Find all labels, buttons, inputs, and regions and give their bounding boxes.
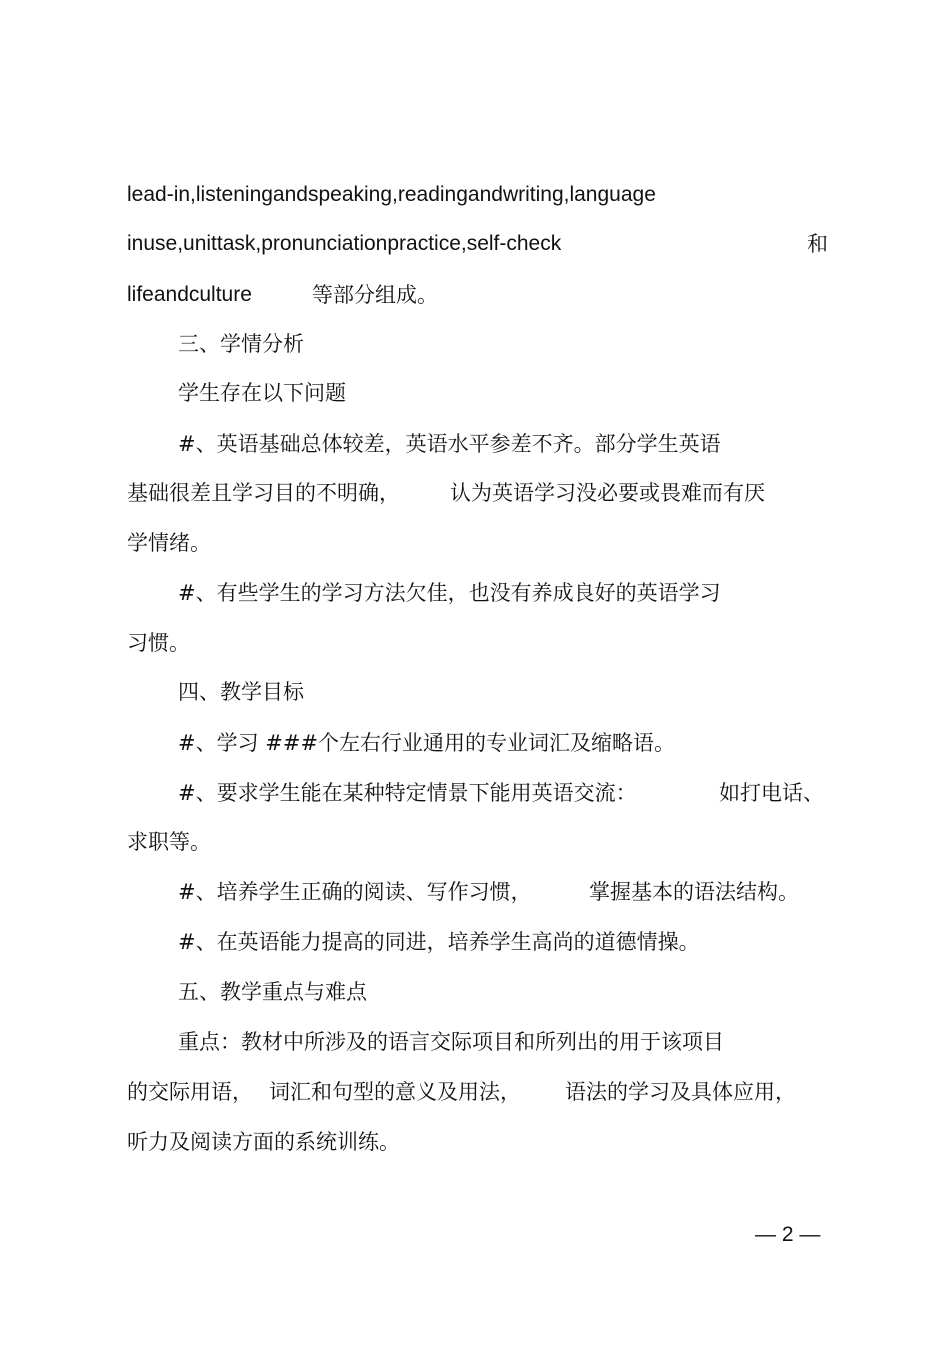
section-heading: 五、教学重点与难点 xyxy=(178,980,367,1004)
section-heading: 四、教学目标 xyxy=(178,680,304,704)
text-fragment: 等部分组成。 xyxy=(312,283,438,307)
paragraph-line: 基础很差且学习目的不明确， xyxy=(127,481,400,505)
paragraph-line: #、要求学生能在某种特定情景下能用英语交流： xyxy=(178,781,637,805)
paragraph-line: #、有些学生的学习方法欠佳，也没有养成良好的英语学习 xyxy=(178,581,721,605)
paragraph-line: #、学习 ###个左右行业通用的专业词汇及缩略语。 xyxy=(178,731,676,755)
paragraph-line: 习惯。 xyxy=(127,631,190,655)
text-fragment: 和 xyxy=(807,232,828,256)
paragraph-line: #、在英语能力提高的同进，培养学生高尚的道德情操。 xyxy=(178,930,700,954)
text-fragment: 语法的学习及具体应用， xyxy=(565,1080,796,1104)
paragraph-line: 重点：教材中所涉及的语言交际项目和所列出的用于该项目 xyxy=(178,1030,724,1054)
paragraph-line: 听力及阅读方面的系统训练。 xyxy=(127,1130,400,1154)
text-fragment: 如打电话、 xyxy=(719,781,824,805)
text-line: lifeandculture xyxy=(127,283,252,306)
section-heading: 三、学情分析 xyxy=(178,332,304,356)
text-fragment: 掌握基本的语法结构。 xyxy=(589,880,799,904)
text-line: inuse,unittask,pronunciationpractice,self-check xyxy=(127,232,562,255)
paragraph-line: 的交际用语， xyxy=(127,1080,253,1104)
paragraph-line: #、培养学生正确的阅读、写作习惯， xyxy=(178,880,532,904)
paragraph-line: 学情绪。 xyxy=(127,531,211,555)
paragraph-line: 求职等。 xyxy=(127,830,211,854)
page-number: — 2 — xyxy=(755,1223,821,1246)
text-fragment: 认为英语学习没必要或畏难而有厌 xyxy=(450,481,765,505)
text-fragment: 词汇和句型的意义及用法， xyxy=(269,1080,521,1104)
paragraph-line: #、英语基础总体较差，英语水平参差不齐。部分学生英语 xyxy=(178,432,721,456)
paragraph-line: 学生存在以下问题 xyxy=(178,381,346,405)
text-line: lead-in,listeningandspeaking,readingandwriting,language xyxy=(127,183,656,206)
